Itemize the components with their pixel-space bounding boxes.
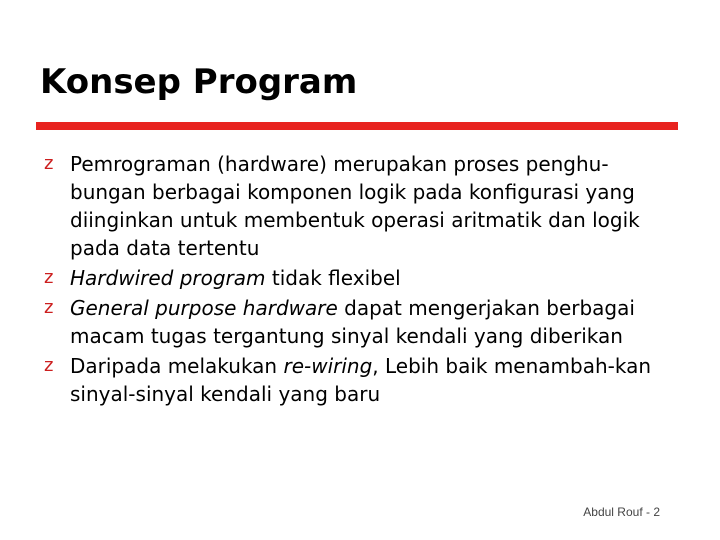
slide-footer: Abdul Rouf - 2 bbox=[583, 505, 660, 519]
bullet-text: Pemrograman (hardware) merupakan proses penghu-bungan berbagai komponen logik pada konfigurasi yang diinginkan untuk membentuk operasi aritmatik dan logik pada data tertentu bbox=[70, 152, 640, 260]
slide-title: Konsep Program bbox=[40, 62, 358, 102]
bullet-text: Daripada melakukan bbox=[70, 354, 284, 378]
bullet-item bbox=[44, 150, 684, 262]
bullet-emphasis: re-wiring bbox=[283, 354, 373, 378]
bullet-emphasis: General purpose hardware bbox=[70, 296, 338, 320]
z-bullet-icon: z bbox=[44, 267, 54, 288]
bullet-item bbox=[44, 294, 684, 350]
bullet-item bbox=[44, 264, 684, 292]
z-bullet-icon: z bbox=[44, 153, 54, 174]
bullet-list bbox=[44, 150, 684, 410]
bullet-text: dapat mengerjakan berbagai macam tugas tergantung sinyal kendali yang diberikan bbox=[70, 296, 635, 348]
title-divider bbox=[36, 122, 678, 130]
bullet-emphasis: Hardwired program bbox=[70, 266, 266, 290]
z-bullet-icon: z bbox=[44, 297, 54, 318]
bullet-text: tidak flexibel bbox=[265, 266, 401, 290]
z-bullet-icon: z bbox=[44, 355, 54, 376]
bullet-item bbox=[44, 352, 684, 408]
bullet-text: , Lebih baik menambah-kan sinyal-sinyal kendali yang baru bbox=[70, 354, 652, 406]
